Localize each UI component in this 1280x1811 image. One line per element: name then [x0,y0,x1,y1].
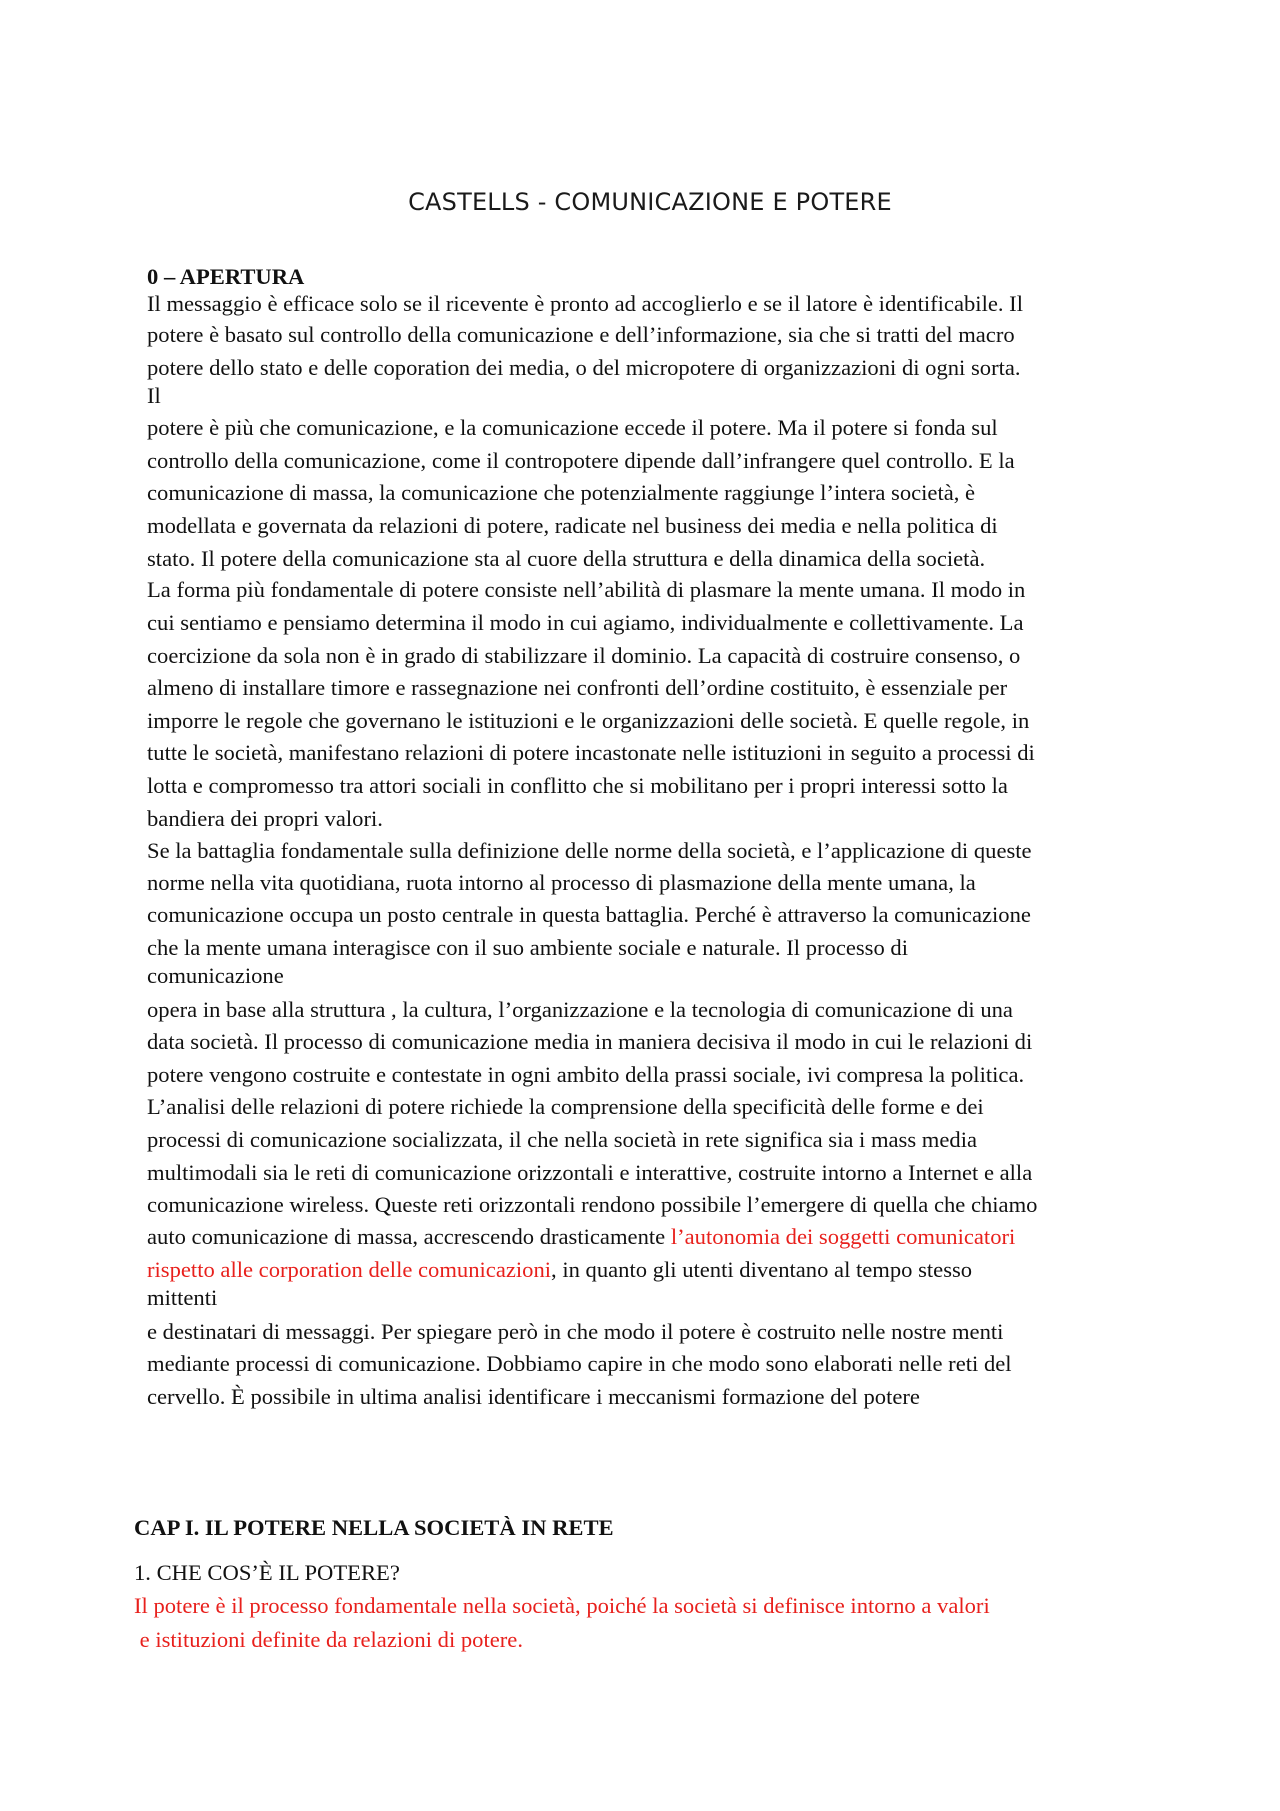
paragraph-line: potere dello stato e delle coporation dei media, o del micropotere di organizzazioni di ogni sorta. [147,355,1021,380]
paragraph-line: potere è basato sul controllo della comunicazione e dell’informazione, sia che si tratti del macro [147,322,1015,347]
paragraph-line: Il messaggio è efficace solo se il ricevente è pronto ad accoglierlo e se il latore è identificabile. Il [147,291,1023,316]
highlighted-line: e istituzioni definite da relazioni di potere. [134,1627,523,1652]
paragraph-line: almeno di installare timore e rassegnazione nei confronti dell’ordine costituito, è essenziale per [147,675,1008,700]
paragraph-line: che la mente umana interagisce con il suo ambiente sociale e naturale. Il processo di [147,935,908,960]
paragraph-line: comunicazione di massa, la comunicazione che potenzialmente raggiunge l’intera società, è [147,480,976,505]
paragraph-line: lotta e compromesso tra attori sociali in conflitto che si mobilitano per i propri interessi sotto la [147,773,1008,798]
paragraph-line: coercizione da sola non è in grado di stabilizzare il dominio. La capacità di costruire consenso, o [147,643,1021,668]
paragraph-line [147,1257,972,1283]
line-text: , in quanto gli utenti diventano al tempo stesso [551,1257,973,1282]
highlighted-line: Il potere è il processo fondamentale nella società, poiché la società si definisce intorno a valori [134,1593,990,1618]
paragraph-line: e destinatari di messaggi. Per spiegare però in che modo il potere è costruito nelle nostre menti [147,1319,1004,1344]
paragraph-line: cui sentiamo e pensiamo determina il modo in cui agiamo, individualmente e collettivamente. La [147,610,1024,635]
highlighted-text: l’autonomia dei soggetti comunicatori [670,1224,1016,1249]
paragraph-line: cervello. È possibile in ultima analisi identificare i meccanismi formazione del potere [147,1384,920,1409]
highlighted-text: rispetto alle corporation delle comunicazioni [147,1257,552,1282]
paragraph-line: L’analisi delle relazioni di potere richiede la comprensione della specificità delle forme e dei [147,1094,984,1119]
line-text: auto comunicazione di massa, accrescendo drasticamente [147,1224,671,1249]
paragraph-line: mediante processi di comunicazione. Dobbiamo capire in che modo sono elaborati nelle reti del [147,1351,1012,1376]
document-title: CASTELLS - COMUNICAZIONE E POTERE [408,188,892,216]
paragraph-line: multimodali sia le reti di comunicazione orizzontali e interattive, costruite intorno a Internet e alla [147,1160,1033,1185]
paragraph-line: bandiera dei propri valori. [147,806,383,831]
paragraph-line: opera in base alla struttura , la cultura, l’organizzazione e la tecnologia di comunicazione di una [147,997,1013,1022]
paragraph-line: norme nella vita quotidiana, ruota intorno al processo di plasmazione della mente umana, la [147,870,976,895]
paragraph-line: potere è più che comunicazione, e la comunicazione eccede il potere. Ma il potere si fonda sul [147,415,998,440]
paragraph-line: Se la battaglia fondamentale sulla definizione delle norme della società, e l’applicazione di queste [147,838,1032,863]
paragraph-line: Il [147,383,161,408]
paragraph-line: mittenti [147,1285,218,1310]
paragraph-line: stato. Il potere della comunicazione sta al cuore della struttura e della dinamica della società. [147,546,986,571]
paragraph-line: modellata e governata da relazioni di potere, radicate nel business dei media e nella politica di [147,513,998,538]
paragraph-line: imporre le regole che governano le istituzioni e le organizzazioni delle società. E quelle regole, in [147,708,1030,733]
paragraph-line: controllo della comunicazione, come il contropotere dipende dall’infrangere quel controllo. E la [147,448,1015,473]
paragraph-line: potere vengono costruite e contestate in ogni ambito della prassi sociale, ivi compresa la politica. [147,1062,1025,1087]
paragraph-line: comunicazione wireless. Queste reti orizzontali rendono possibile l’emergere di quella che chiamo [147,1192,1038,1217]
paragraph-line: comunicazione [147,963,284,988]
subsection-heading: 1. CHE COS’È IL POTERE? [134,1560,400,1585]
paragraph-line: comunicazione occupa un posto centrale in questa battaglia. Perché è attraverso la comunicazione [147,902,1031,927]
paragraph-line: tutte le società, manifestano relazioni di potere incastonate nelle istituzioni in seguito a processi di [147,740,1035,765]
paragraph-line [147,1224,1015,1250]
paragraph-line: processi di comunicazione socializzata, il che nella società in rete significa sia i mass media [147,1127,978,1152]
paragraph-line: data società. Il processo di comunicazione media in maniera decisiva il modo in cui le relazioni di [147,1029,1033,1054]
chapter-heading: CAP I. IL POTERE NELLA SOCIETÀ IN RETE [134,1515,614,1540]
section-heading-apertura: 0 – APERTURA [147,264,305,289]
paragraph-line: La forma più fondamentale di potere consiste nell’abilità di plasmare la mente umana. Il modo in [147,577,1026,602]
